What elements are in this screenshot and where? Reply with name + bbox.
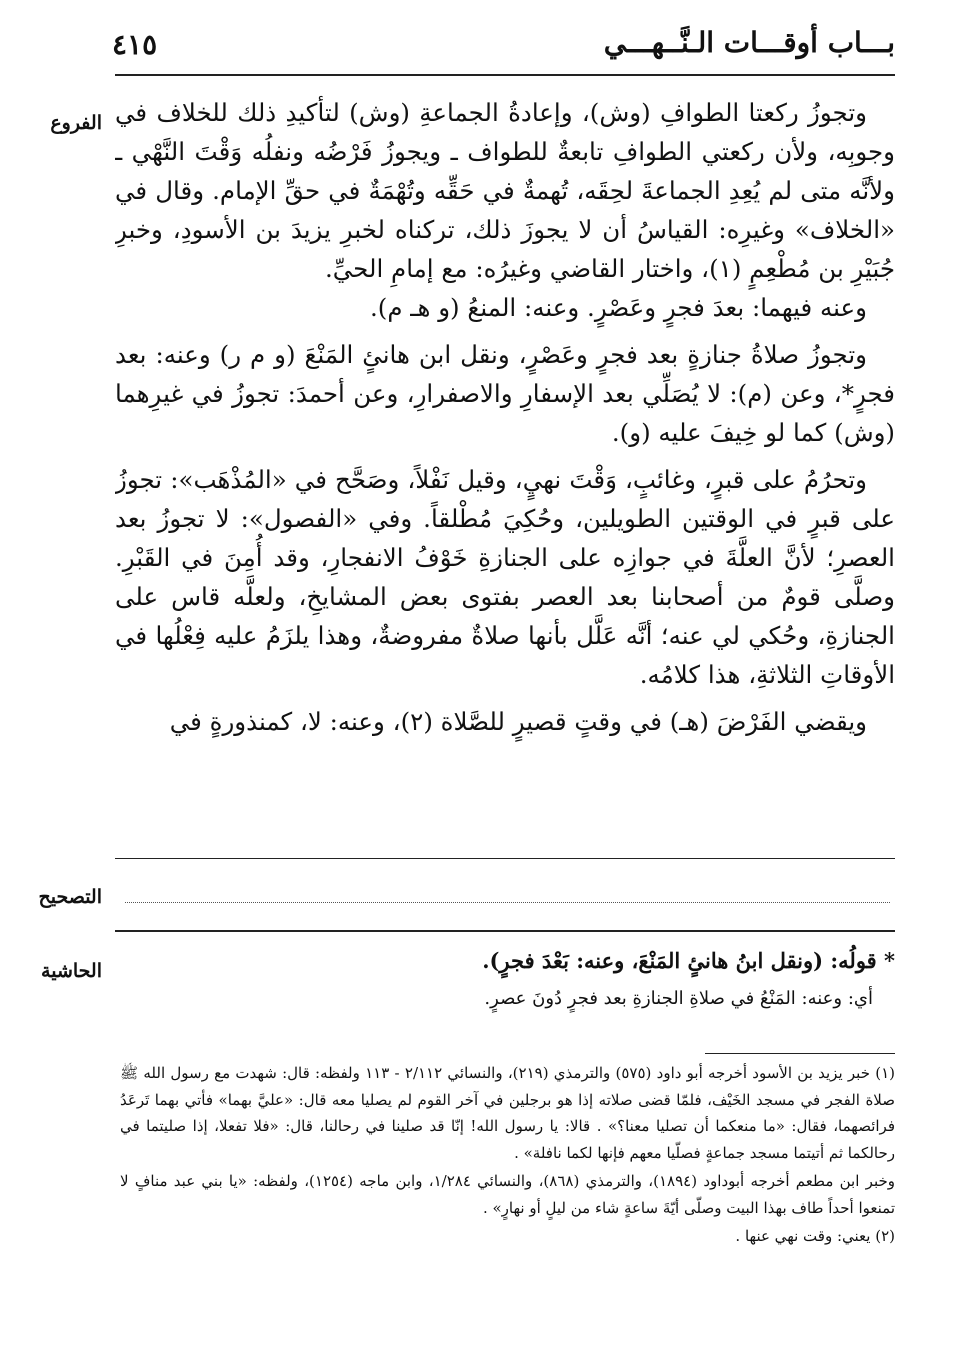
footnote-1-continued: وخبر ابن مطعم أخرجه أبوداود (١٨٩٤)، والترمذي (٨٦٨)، والنسائي ١/٢٨٤، وابن ماجه (١٢٥٤)، ولفظه: «يا بني عبد منافٍ لا تمنعوا أحداً طاف بهذا البيت وصلّى أيّةَ ساعةٍ شاء من ليلٍ أو نهارٍ» . — [120, 1172, 895, 1217]
main-paragraph: وعنه فيهما: بعدَ فجرٍ وعَصْرٍ. وعنه: المنعُ (و هـ م). — [370, 293, 867, 322]
main-text-rule — [115, 858, 895, 859]
tashih-dotted-line — [125, 902, 890, 903]
main-paragraph: وتجوزُ ركعتا الطوافِ (وش)، وإعادةُ الجماعةِ (وش) لتأكيدِ ذلك للخلاف في وجوبِه، ولأن ركعتي الطوافِ تابعةٌ للطواف ـ ويجوزُ فَرْضُه ونفلُه وَقْتَ النَّهْي ـ ولأنَّه متى لم يُعِدِ الجماعةَ لحِقَه، تُهمةٌ في حَقِّه وتُهْمَةٌ في حقِّ الإمام. وقال في «الخلاف» وغيرِه: القياسُ أن لا يجوزَ ذلك، تركناه لخبرِ يزيدَ بن الأسودِ، وخبرِ جُبَيْرِ بن مُطْعِمٍ (١)، واختار القاضي وغيرُه: مع إمامِ الحيِّ. — [115, 98, 895, 283]
main-paragraph: وتجوزُ صلاةُ جنازةٍ بعد فجرٍ وعَصْرٍ، ونقل ابن هانئٍ المَنْعَ (و م ر) وعنه: بعد فجرٍ*، وعن (م): لا يُصَلِّي بعد الإسفارِ والاصفرارِ، وعن أحمدَ: تجوزُ في غيرِهما (وش) كما لو خِيفَ عليه (و). — [115, 340, 895, 447]
hashiya-title: * قولُه: (ونقل ابنُ هانئٍ المَنْعَ، وعنه: بَعْدَ فجرٍ). — [482, 948, 895, 973]
footnote-rule — [705, 1053, 895, 1054]
side-label-hashiya: الحاشية — [41, 960, 102, 982]
running-title: بـــاب أوقـــات الـنَّــهـــي — [603, 26, 895, 59]
main-paragraph: ويقضي الفَرْضَ (هـ) في وقتٍ قصيرٍ للصَّلاة (٢)، وعنه: لا، كمنذورةٍ في — [169, 707, 867, 736]
side-label-furu: الفروع — [50, 112, 102, 134]
hashiya-section — [120, 944, 895, 1014]
side-label-tashih: التصحيح — [38, 886, 102, 908]
footnotes — [120, 1060, 895, 1250]
footnote-2: (٢) يعني: وقت نهي عنها . — [735, 1227, 895, 1245]
hashiya-body: أي: وعنه: المَنْعُ في صلاةِ الجنازةِ بعد فجرٍ دُونَ عصرٍ. — [484, 988, 873, 1009]
main-text — [115, 93, 895, 853]
footnote-1: (١) خبر يزيد بن الأسود أخرجه أبو داود (٥٧٥) والترمذي (٢١٩)، والنسائي ٢/١١٢ - ١١٣ ولفظه: قال: شهدت مع رسول الله ﷺ صلاة الفجر في مسجد الخَيْف، فلمّا قضى صلاته إذا هو برجلين في آخر القوم لم يصليا معه قال: «عليَّ بهما» فأتي بهما تَرعَدُ فرائصهما، فقال: «ما منعكما أن تصليا معنا؟» . قالا: يا رسول الله! إنّا قد صلينا في رحالنا، قال: «فلا تفعلا، إذا صليتما في رحالكما ثم أتيتما مسجد جماعةٍ فصلّيا معهم فإنها لكما نافلة» . — [120, 1064, 895, 1162]
page-number: ٤١٥ — [112, 28, 158, 61]
header-rule — [115, 74, 895, 76]
main-paragraph: وتحرُمُ على قبرٍ، وغائبٍ، وَقْتَ نهيٍ، وقيل نَفْلاً، وصَحَّح في «المُذْهَب»: تجوزُ على قبرٍ في الوقتين الطويلين، وحُكِيَ مُطْلقاً. وفي «الفصول»: لا تجوزُ بعد العصرِ؛ لأنَّ العلَّةَ في جوازِه على الجنازةِ خَوْفُ الانفجارِ، وقد أُمِنَ في القَبْرِ. وصلَّى قومٌ من أصحابنا بعد العصر بفتوى بعض المشايخِ، ولعلَّه قاس على الجنازةِ، وحُكي لي عنه؛ أنَّه عَلَّل بأنها صلاةٌ مفروضةٌ، وهذا يلزَمُ عليه فِعْلُها في الأوقاتِ الثلاثةِ، هذا كلامُه. — [115, 465, 895, 689]
hashiya-rule — [115, 930, 895, 932]
